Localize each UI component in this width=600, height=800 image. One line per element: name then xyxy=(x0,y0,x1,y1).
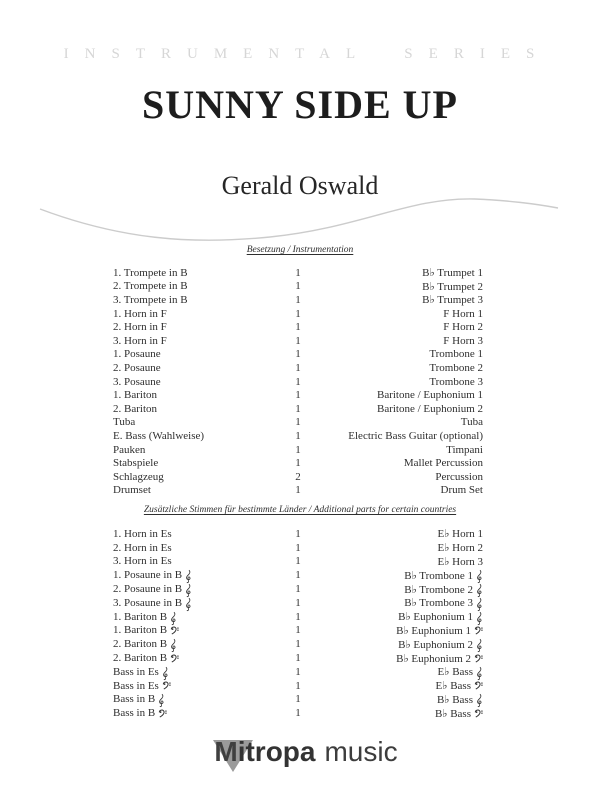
part-label: E♭ Horn 2 xyxy=(437,542,483,555)
part-name-german xyxy=(113,624,263,638)
part-name-english xyxy=(333,541,483,555)
part-label: 1 xyxy=(295,624,301,637)
part-quantity xyxy=(263,456,333,470)
part-label: Tuba xyxy=(460,416,483,429)
part-name-german xyxy=(113,706,263,720)
part-label: B♭ Trombone 3 xyxy=(404,597,473,610)
part-quantity xyxy=(263,307,333,321)
part-label: 1 xyxy=(295,527,301,540)
part-name-english xyxy=(333,679,483,693)
part-label: 2. Trompete in B xyxy=(113,280,188,293)
part-label: 2. Horn in Es xyxy=(113,541,172,554)
swoosh-divider xyxy=(0,192,600,252)
part-name-german xyxy=(113,555,263,569)
part-name-english xyxy=(333,568,483,582)
table-row xyxy=(113,375,483,389)
table-row xyxy=(113,706,483,720)
part-name-english xyxy=(333,388,483,402)
table-row xyxy=(113,637,483,651)
bass-clef-icon xyxy=(474,681,483,690)
part-label: Trombone 3 xyxy=(429,375,483,388)
part-label: Pauken xyxy=(113,443,146,456)
part-label: Stabspiele xyxy=(113,457,159,470)
table-row xyxy=(113,555,483,569)
part-quantity xyxy=(263,443,333,457)
part-label: F Horn 3 xyxy=(443,334,483,347)
part-label: Bass in Es xyxy=(113,679,159,692)
part-name-english xyxy=(333,307,483,321)
part-name-german xyxy=(113,320,263,334)
part-label: 1 xyxy=(295,348,301,361)
logo-initial: M xyxy=(214,736,238,767)
part-label: 1 xyxy=(295,443,301,456)
part-label: 1 xyxy=(295,375,301,388)
part-label: 2. Bariton xyxy=(113,402,157,415)
table-row xyxy=(113,361,483,375)
part-name-german xyxy=(113,402,263,416)
part-label: Bass in B xyxy=(113,693,156,706)
part-name-german xyxy=(113,582,263,596)
part-quantity xyxy=(263,402,333,416)
part-label: 3. Posaune xyxy=(113,375,161,388)
part-label: Percussion xyxy=(435,470,483,483)
part-name-german xyxy=(113,280,263,294)
part-name-english xyxy=(333,416,483,430)
part-name-english xyxy=(333,334,483,348)
part-label: 1 xyxy=(295,610,301,623)
logo-suffix-text: music xyxy=(324,736,398,767)
part-label: 1 xyxy=(295,361,301,374)
table-row xyxy=(113,610,483,624)
part-label: 1. Bariton B xyxy=(113,610,168,623)
part-label: B♭ Euphonium 2 xyxy=(398,638,473,651)
part-name-english xyxy=(333,293,483,307)
table-row xyxy=(113,541,483,555)
bass-clef-icon xyxy=(158,709,167,718)
part-label: 1 xyxy=(295,416,301,429)
part-label: B♭ Bass xyxy=(434,707,471,720)
table-row xyxy=(113,568,483,582)
part-name-german xyxy=(113,293,263,307)
part-label: B♭ Trumpet 1 xyxy=(422,267,483,280)
bass-clef-icon xyxy=(474,626,483,635)
part-name-english xyxy=(333,402,483,416)
part-name-english xyxy=(333,706,483,720)
part-label: 1 xyxy=(295,457,301,470)
part-label: 2. Posaune xyxy=(113,361,161,374)
part-label: B♭ Trombone 1 xyxy=(404,569,473,582)
part-name-english xyxy=(333,596,483,610)
part-name-english xyxy=(333,443,483,457)
part-name-german xyxy=(113,568,263,582)
part-label: E. Bass (Wahlweise) xyxy=(113,429,205,442)
part-label: B♭ Euphonium 1 xyxy=(398,611,473,624)
table-row xyxy=(113,334,483,348)
part-quantity xyxy=(263,555,333,569)
bass-clef-icon xyxy=(474,709,483,718)
part-quantity xyxy=(263,527,333,541)
part-quantity xyxy=(263,651,333,665)
table-row xyxy=(113,665,483,679)
table-row xyxy=(113,484,483,498)
part-quantity xyxy=(263,610,333,624)
part-label: 1 xyxy=(295,707,301,720)
part-name-german xyxy=(113,596,263,610)
instrumentation-heading: Besetzung / Instrumentation xyxy=(246,245,354,255)
part-label: E♭ Bass xyxy=(435,680,471,693)
part-name-german xyxy=(113,610,263,624)
table-row xyxy=(113,402,483,416)
part-name-english xyxy=(333,665,483,679)
part-name-german xyxy=(113,334,263,348)
table-row xyxy=(113,624,483,638)
part-label: 3. Trompete in B xyxy=(113,293,188,306)
part-label: Schlagzeug xyxy=(113,470,164,483)
part-name-german xyxy=(113,470,263,484)
part-label: 3. Horn in Es xyxy=(113,555,172,568)
part-name-german xyxy=(113,348,263,362)
part-label: E♭ Horn 1 xyxy=(437,528,483,541)
part-label: 1. Bariton xyxy=(113,389,157,402)
part-quantity xyxy=(263,693,333,707)
part-name-english xyxy=(333,456,483,470)
part-label: Electric Bass Guitar (optional) xyxy=(348,429,483,442)
part-label: B♭ Euphonium 1 xyxy=(396,624,471,637)
table-row xyxy=(113,527,483,541)
additional-parts-table xyxy=(113,527,483,720)
part-name-english xyxy=(333,429,483,443)
part-label: 1 xyxy=(295,555,301,568)
instrumentation-table xyxy=(113,266,483,497)
table-row xyxy=(113,416,483,430)
part-quantity xyxy=(263,388,333,402)
part-label: Timpani xyxy=(446,443,483,456)
part-quantity xyxy=(263,541,333,555)
part-label: Baritone / Euphonium 2 xyxy=(376,402,483,415)
part-label: 1 xyxy=(295,679,301,692)
part-label: 1 xyxy=(295,280,301,293)
table-row xyxy=(113,429,483,443)
part-name-english xyxy=(333,637,483,651)
part-name-german xyxy=(113,456,263,470)
part-name-german xyxy=(113,443,263,457)
part-label: B♭ Trumpet 3 xyxy=(422,294,483,307)
composer-name: Gerald Oswald xyxy=(221,171,379,200)
part-label: Mallet Percussion xyxy=(403,457,483,470)
part-quantity xyxy=(263,429,333,443)
table-row xyxy=(113,679,483,693)
part-name-english xyxy=(333,527,483,541)
part-label: 1 xyxy=(295,293,301,306)
part-name-english xyxy=(333,375,483,389)
part-name-english xyxy=(333,651,483,665)
part-name-english xyxy=(333,624,483,638)
part-label: 1 xyxy=(295,638,301,651)
part-label: 1 xyxy=(295,334,301,347)
part-name-english xyxy=(333,693,483,707)
table-row xyxy=(113,456,483,470)
part-label: 2. Bariton B xyxy=(113,638,168,651)
part-name-english xyxy=(333,555,483,569)
table-row xyxy=(113,266,483,280)
part-label: 1. Bariton B xyxy=(113,624,168,637)
part-label: 1 xyxy=(295,321,301,334)
part-label: 2. Horn in F xyxy=(113,321,167,334)
part-label: 2. Bariton B xyxy=(113,652,168,665)
part-label: Bass in B xyxy=(113,707,156,720)
part-name-german xyxy=(113,679,263,693)
table-row xyxy=(113,348,483,362)
part-label: 1 xyxy=(295,583,301,596)
part-label: Trombone 1 xyxy=(429,348,483,361)
part-quantity xyxy=(263,334,333,348)
part-name-german xyxy=(113,665,263,679)
part-label: B♭ Euphonium 2 xyxy=(396,652,471,665)
part-label: B♭ Trombone 2 xyxy=(404,583,473,596)
part-label: Bass in Es xyxy=(113,665,159,678)
part-label: 1 xyxy=(295,569,301,582)
bass-clef-icon xyxy=(170,626,179,635)
part-name-german xyxy=(113,429,263,443)
part-name-english xyxy=(333,470,483,484)
part-label: 1 xyxy=(295,266,301,279)
part-label: Trombone 2 xyxy=(429,361,483,374)
series-banner: INSTRUMENTAL SERIES xyxy=(63,46,551,62)
table-row xyxy=(113,307,483,321)
table-row xyxy=(113,443,483,457)
part-quantity xyxy=(263,484,333,498)
part-name-english xyxy=(333,582,483,596)
table-row xyxy=(113,320,483,334)
part-name-german xyxy=(113,484,263,498)
table-row xyxy=(113,280,483,294)
part-quantity xyxy=(263,470,333,484)
part-quantity xyxy=(263,348,333,362)
part-label: E♭ Horn 3 xyxy=(437,555,483,568)
part-label: E♭ Bass xyxy=(437,666,473,679)
part-label: B♭ Trumpet 2 xyxy=(422,280,483,293)
part-label: 3. Posaune in B xyxy=(113,596,183,609)
part-name-english xyxy=(333,266,483,280)
part-label: 1 xyxy=(295,665,301,678)
part-label: Drum Set xyxy=(440,484,483,497)
piece-title: SUNNY SIDE UP xyxy=(141,82,458,127)
table-row xyxy=(113,293,483,307)
part-quantity xyxy=(263,416,333,430)
part-quantity xyxy=(263,596,333,610)
part-quantity xyxy=(263,665,333,679)
part-name-german xyxy=(113,307,263,321)
table-row xyxy=(113,582,483,596)
part-name-german xyxy=(113,637,263,651)
table-row xyxy=(113,388,483,402)
part-quantity xyxy=(263,624,333,638)
part-label: 1 xyxy=(295,541,301,554)
part-name-german xyxy=(113,541,263,555)
part-label: 1 xyxy=(295,652,301,665)
part-name-german xyxy=(113,266,263,280)
part-label: 1. Posaune xyxy=(113,348,161,361)
part-label: 3. Horn in F xyxy=(113,334,167,347)
part-label: Baritone / Euphonium 1 xyxy=(376,389,483,402)
table-row xyxy=(113,651,483,665)
part-label: 1 xyxy=(295,307,301,320)
part-name-german xyxy=(113,693,263,707)
part-quantity xyxy=(263,375,333,389)
part-label: 1 xyxy=(295,402,301,415)
part-label: 1. Posaune in B xyxy=(113,569,183,582)
part-name-german xyxy=(113,361,263,375)
part-label: B♭ Bass xyxy=(436,693,473,706)
bass-clef-icon xyxy=(170,654,179,663)
part-quantity xyxy=(263,361,333,375)
part-label: 1 xyxy=(295,693,301,706)
part-label: 1. Trompete in B xyxy=(113,266,188,279)
part-label: 1. Horn in Es xyxy=(113,527,172,540)
part-quantity xyxy=(263,637,333,651)
part-label: 1 xyxy=(295,596,301,609)
part-quantity xyxy=(263,679,333,693)
part-name-german xyxy=(113,527,263,541)
part-name-english xyxy=(333,320,483,334)
part-label: Tuba xyxy=(113,416,136,429)
bass-clef-icon xyxy=(162,681,171,690)
logo-wordmark xyxy=(214,735,397,777)
part-label: F Horn 1 xyxy=(443,307,483,320)
part-name-english xyxy=(333,280,483,294)
table-row xyxy=(113,596,483,610)
part-name-english xyxy=(333,348,483,362)
table-row xyxy=(113,470,483,484)
part-quantity xyxy=(263,320,333,334)
part-name-english xyxy=(333,361,483,375)
part-quantity xyxy=(263,706,333,720)
part-label: 1 xyxy=(295,429,301,442)
part-name-german xyxy=(113,375,263,389)
logo-brand-text: itropa xyxy=(237,736,316,767)
additional-parts-heading: Zusätzliche Stimmen für bestimmte Länder / Additional parts for certain countries xyxy=(143,505,457,515)
part-quantity xyxy=(263,582,333,596)
part-label: 2 xyxy=(295,470,301,483)
part-label: 1 xyxy=(295,389,301,402)
bass-clef-icon xyxy=(474,654,483,663)
part-name-german xyxy=(113,651,263,665)
part-name-german xyxy=(113,388,263,402)
part-name-english xyxy=(333,610,483,624)
table-row xyxy=(113,693,483,707)
part-name-english xyxy=(333,484,483,498)
part-label: 1. Horn in F xyxy=(113,307,167,320)
part-label: 1 xyxy=(295,484,301,497)
part-quantity xyxy=(263,280,333,294)
publisher-logo xyxy=(0,735,600,777)
part-name-german xyxy=(113,416,263,430)
part-quantity xyxy=(263,293,333,307)
part-label: F Horn 2 xyxy=(443,321,483,334)
part-quantity xyxy=(263,266,333,280)
part-label: 2. Posaune in B xyxy=(113,583,183,596)
part-quantity xyxy=(263,568,333,582)
part-label: Drumset xyxy=(113,484,151,497)
